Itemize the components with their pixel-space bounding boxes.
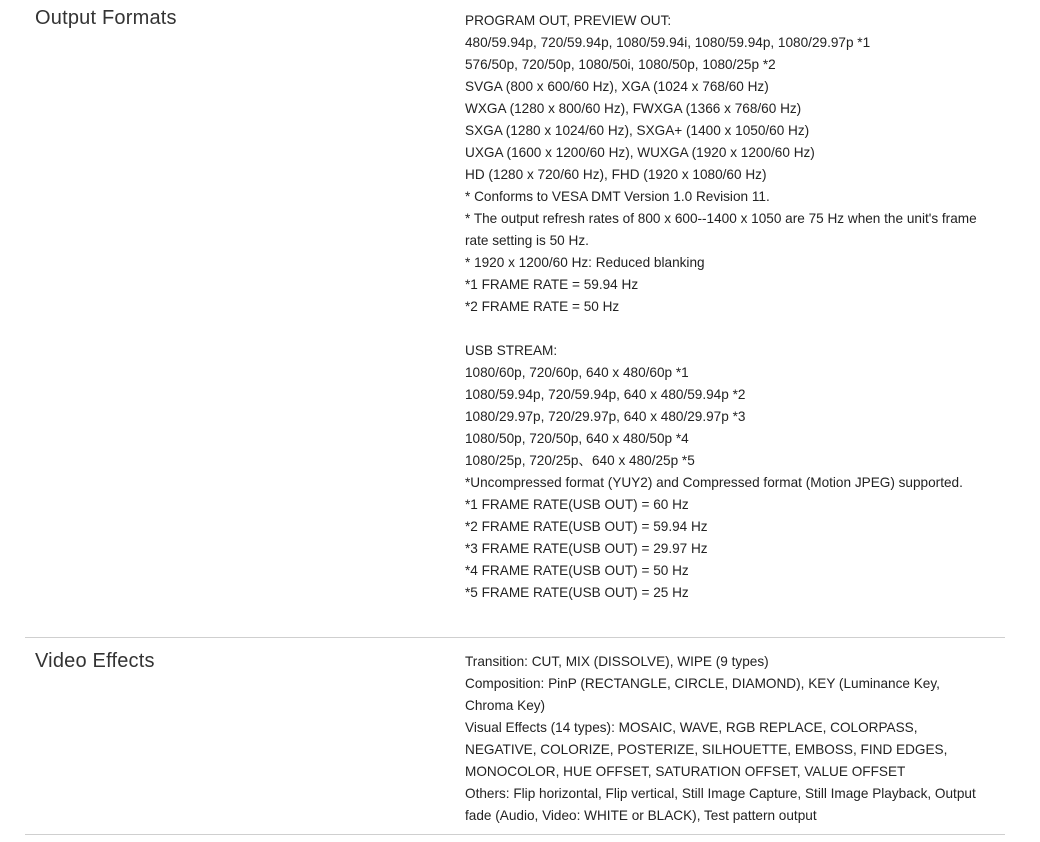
spec-line: 576/50p, 720/50p, 1080/50i, 1080/50p, 1080/25p *2 bbox=[465, 57, 776, 72]
spec-line: *5 FRAME RATE(USB OUT) = 25 Hz bbox=[465, 585, 689, 600]
spec-body-video-effects bbox=[465, 638, 980, 834]
spec-row-video-effects bbox=[25, 638, 1005, 835]
spec-line: 1080/50p, 720/50p, 640 x 480/50p *4 bbox=[465, 431, 689, 446]
spec-line: *Uncompressed format (YUY2) and Compressed format (Motion JPEG) supported. bbox=[465, 475, 963, 490]
spec-line: 1080/59.94p, 720/59.94p, 640 x 480/59.94p *2 bbox=[465, 387, 746, 402]
spec-row-output-formats bbox=[25, 0, 1005, 638]
spec-line: * 1920 x 1200/60 Hz: Reduced blanking bbox=[465, 255, 705, 270]
spec-line: *2 FRAME RATE = 50 Hz bbox=[465, 299, 620, 314]
spec-line: *1 FRAME RATE = 59.94 Hz bbox=[465, 277, 639, 292]
spec-line: *4 FRAME RATE(USB OUT) = 50 Hz bbox=[465, 563, 689, 578]
spec-line: HD (1280 x 720/60 Hz), FHD (1920 x 1080/60 Hz) bbox=[465, 167, 767, 182]
spec-heading-output-formats: Output Formats bbox=[35, 7, 177, 29]
spec-line: WXGA (1280 x 800/60 Hz), FWXGA (1366 x 768/60 Hz) bbox=[465, 101, 802, 116]
paragraph-spacer bbox=[465, 318, 980, 340]
spec-line: Composition: PinP (RECTANGLE, CIRCLE, DIAMOND), KEY (Luminance Key, Chroma Key) bbox=[465, 676, 940, 713]
spec-line: Others: Flip horizontal, Flip vertical, Still Image Capture, Still Image Playback, Output fade (Audio, Video: WHITE or BLACK), Test pattern output bbox=[465, 786, 976, 823]
spec-line: *1 FRAME RATE(USB OUT) = 60 Hz bbox=[465, 497, 689, 512]
spec-line: 1080/29.97p, 720/29.97p, 640 x 480/29.97p *3 bbox=[465, 409, 746, 424]
spec-line: USB STREAM: bbox=[465, 343, 558, 358]
spec-line: *3 FRAME RATE(USB OUT) = 29.97 Hz bbox=[465, 541, 708, 556]
spec-line: SXGA (1280 x 1024/60 Hz), SXGA+ (1400 x 1050/60 Hz) bbox=[465, 123, 810, 138]
spec-line: 1080/60p, 720/60p, 640 x 480/60p *1 bbox=[465, 365, 689, 380]
spec-line: * The output refresh rates of 800 x 600--1400 x 1050 are 75 Hz when the unit's frame rate setting is 50 Hz. bbox=[465, 211, 977, 248]
spec-line: Transition: CUT, MIX (DISSOLVE), WIPE (9 types) bbox=[465, 654, 769, 669]
spec-line: 1080/25p, 720/25p、640 x 480/25p *5 bbox=[465, 453, 695, 468]
spec-line: *2 FRAME RATE(USB OUT) = 59.94 Hz bbox=[465, 519, 708, 534]
spec-line: UXGA (1600 x 1200/60 Hz), WUXGA (1920 x 1200/60 Hz) bbox=[465, 145, 815, 160]
spec-body-output-formats bbox=[465, 0, 980, 637]
spec-heading-video-effects: Video Effects bbox=[35, 650, 155, 672]
spec-line: PROGRAM OUT, PREVIEW OUT: bbox=[465, 13, 672, 28]
spec-line: SVGA (800 x 600/60 Hz), XGA (1024 x 768/60 Hz) bbox=[465, 79, 769, 94]
spec-line: * Conforms to VESA DMT Version 1.0 Revision 11. bbox=[465, 189, 770, 204]
spec-line: 480/59.94p, 720/59.94p, 1080/59.94i, 1080/59.94p, 1080/29.97p *1 bbox=[465, 35, 871, 50]
spec-table bbox=[25, 0, 1005, 835]
spec-line: Visual Effects (14 types): MOSAIC, WAVE, RGB REPLACE, COLORPASS, NEGATIVE, COLORIZE, POSTERIZE, SILHOUETTE, EMBOSS, FIND EDGES, MONOCOLOR, HUE OFFSET, SATURATION OFFSET, VALUE OFFSET bbox=[465, 720, 948, 779]
